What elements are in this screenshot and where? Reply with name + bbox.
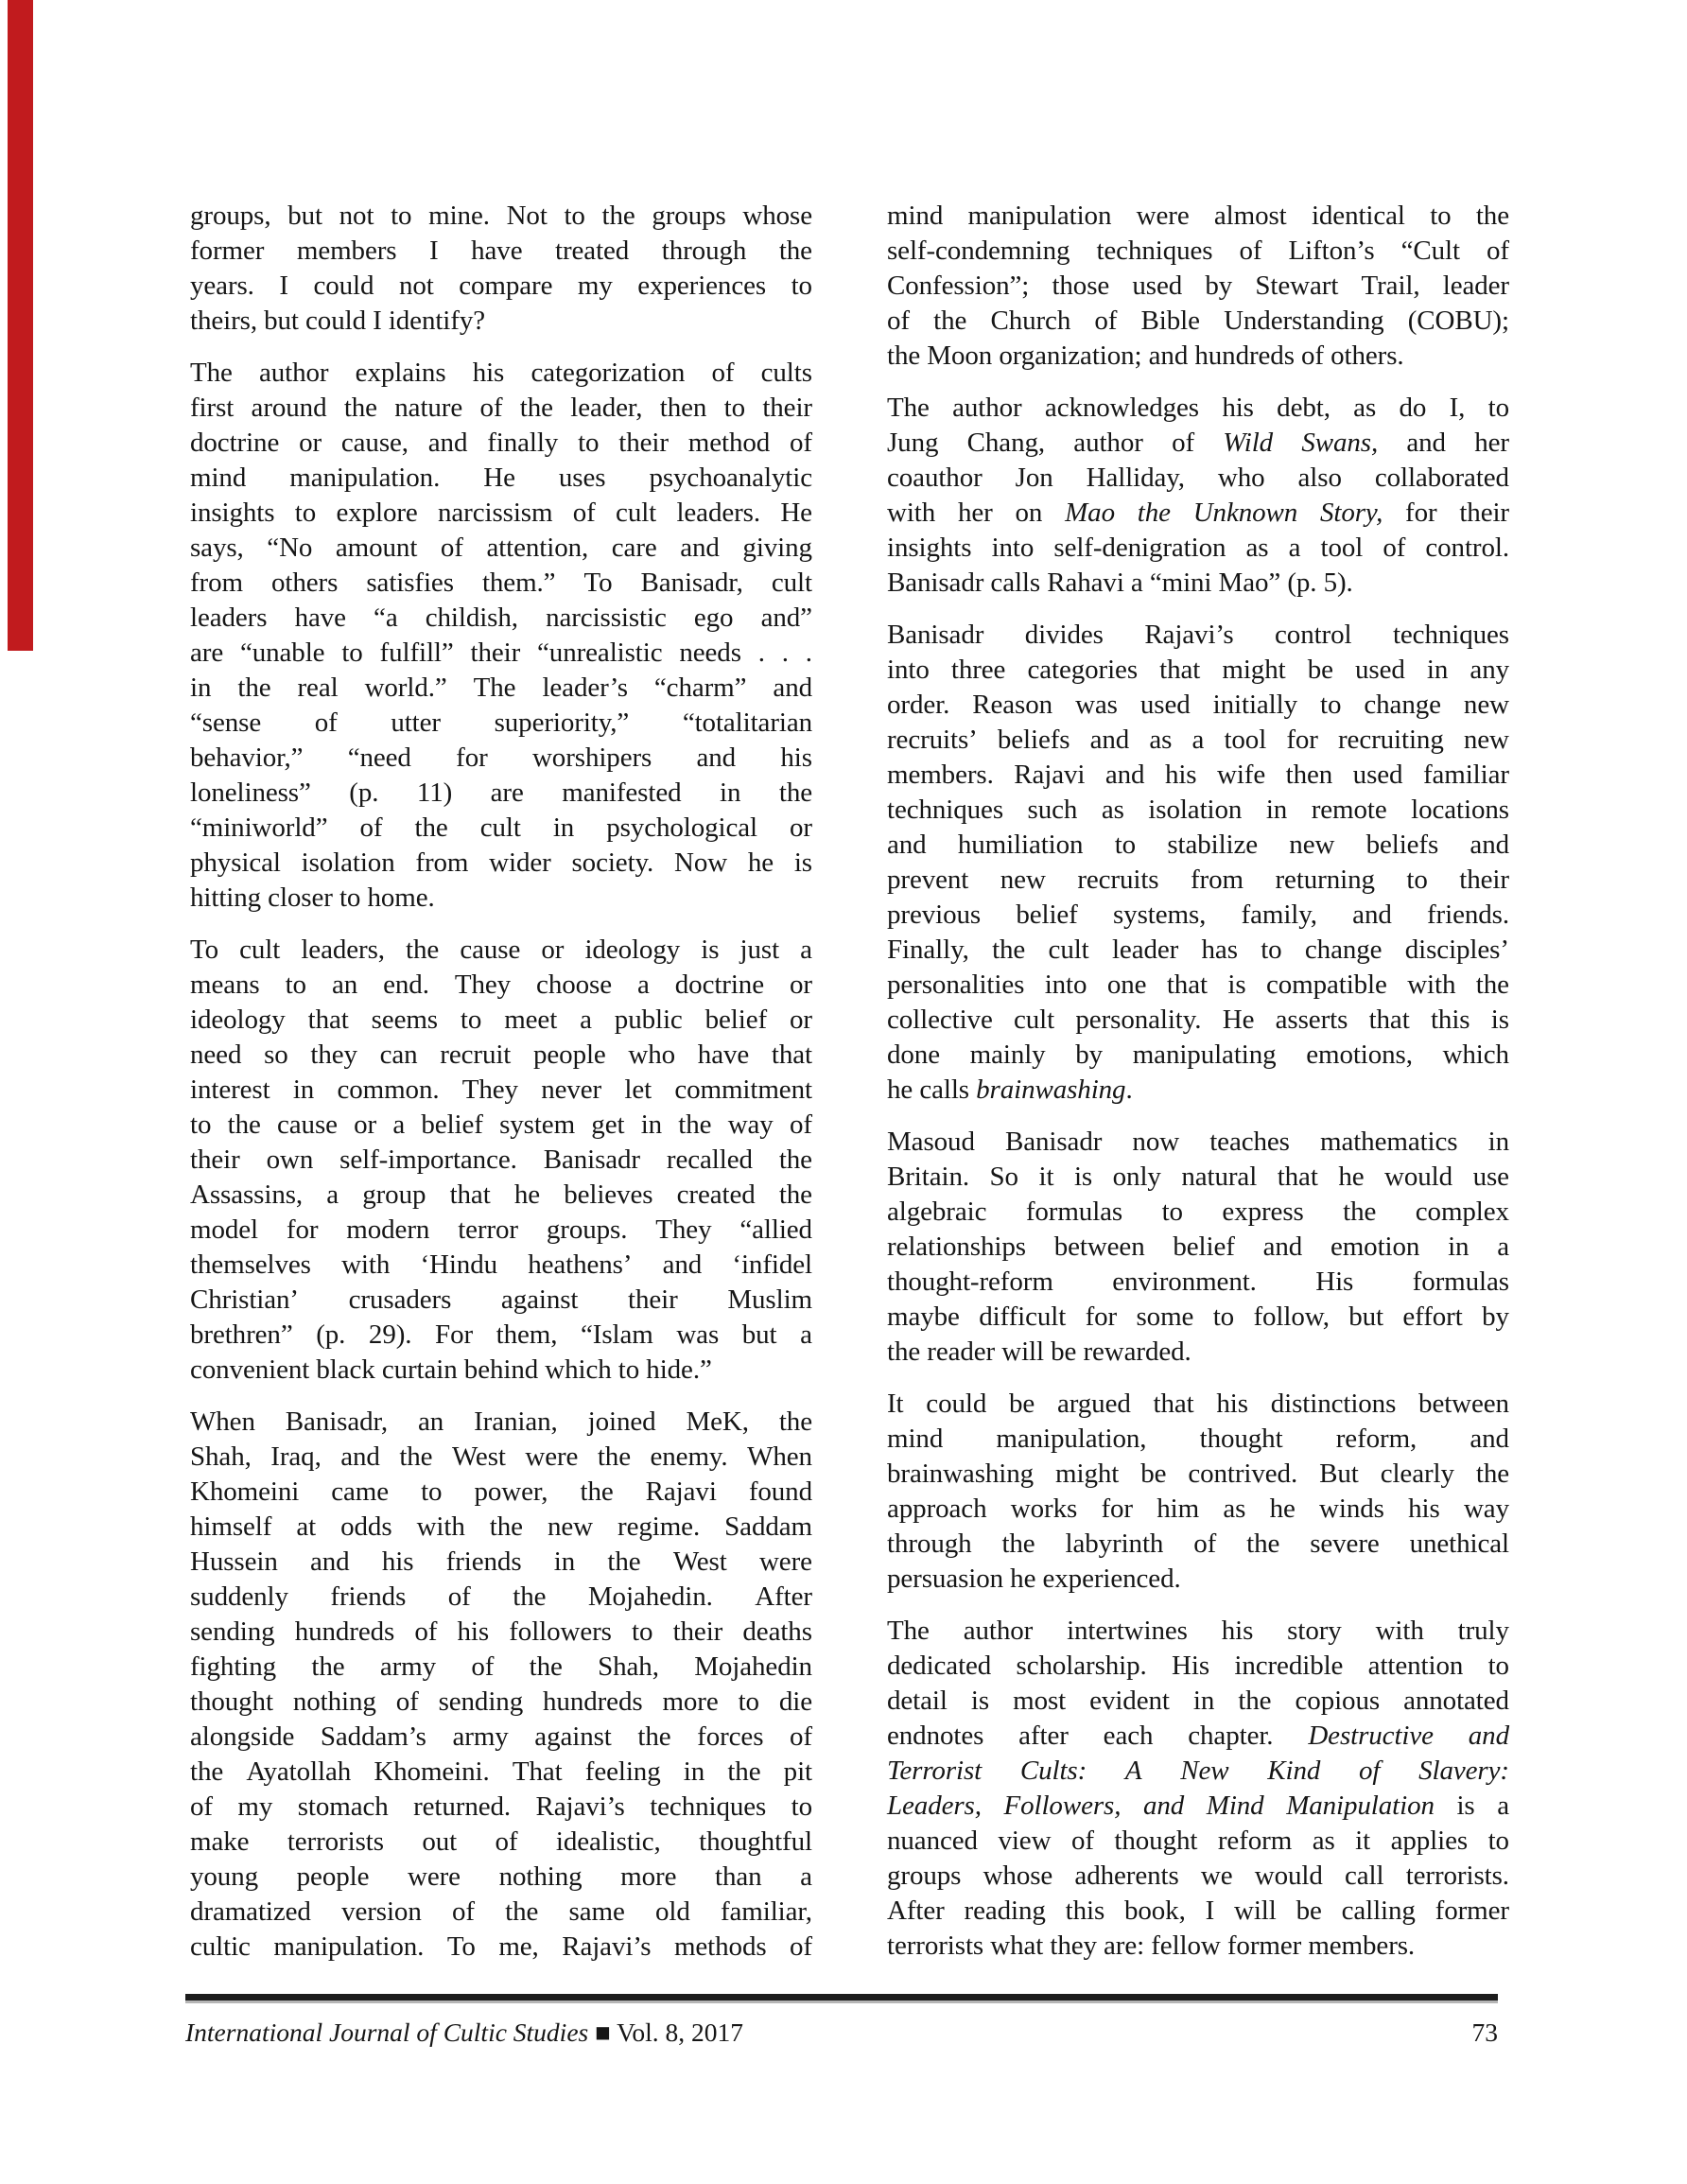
text-line: behavior,” “need for worshipers and his <box>190 743 812 773</box>
text-line: prevent new recruits from returning to their <box>887 865 1509 895</box>
text-line: interest in common. They never let commitment <box>190 1075 812 1105</box>
text-line: maybe difficult for some to follow, but effort by <box>887 1302 1509 1332</box>
text-line: cultic manipulation. To me, Rajavi’s methods of <box>190 1931 812 1962</box>
text-line: Britain. So it is only natural that he would use <box>887 1162 1509 1192</box>
text-line: to the cause or a belief system get in the way of <box>190 1109 812 1140</box>
text-line: approach works for him as he winds his way <box>887 1494 1509 1524</box>
text-line: recruits’ beliefs and as a tool for recruiting new <box>887 725 1509 755</box>
text-line: ideology that seems to meet a public belief or <box>190 1005 812 1035</box>
text-line: previous belief systems, family, and friends. <box>887 900 1509 930</box>
text-line: into three categories that might be used in any <box>887 655 1509 685</box>
text-line: Masoud Banisadr now teaches mathematics in <box>887 1127 1509 1157</box>
text-line: of the Church of Bible Understanding (COBU); <box>887 306 1509 336</box>
text-line: algebraic formulas to express the complex <box>887 1197 1509 1227</box>
text-line: hitting closer to home. <box>190 882 435 913</box>
text-line: brethren” (p. 29). For them, “Islam was but a <box>190 1319 812 1350</box>
paragraph <box>190 356 812 916</box>
text-line: Christian’ crusaders against their Muslim <box>190 1284 812 1315</box>
text-line: groups whose adherents we would call terrorists. <box>887 1861 1509 1891</box>
text-line: endnotes after each chapter. Destructive and <box>887 1721 1509 1751</box>
text-line: Finally, the cult leader has to change disciples’ <box>887 935 1509 965</box>
text-line: mind manipulation were almost identical to the <box>887 201 1509 231</box>
paragraph <box>190 199 812 339</box>
column-right <box>887 199 1509 1981</box>
text-line: insights into self-denigration as a tool of control. <box>887 533 1509 563</box>
text-line: “miniworld” of the cult in psychological or <box>190 812 812 843</box>
text-line: their own self-importance. Banisadr recalled the <box>190 1144 812 1175</box>
text-line: insights to explore narcissism of cult leaders. He <box>190 498 812 528</box>
text-line: Assassins, a group that he believes created the <box>190 1179 812 1210</box>
text-line: theirs, but could I identify? <box>190 306 485 336</box>
text-line: sending hundreds of his followers to their deaths <box>190 1616 812 1647</box>
paragraph <box>887 618 1509 1108</box>
paragraph <box>887 1614 1509 1964</box>
text-line: the reader will be rewarded. <box>887 1337 1191 1367</box>
text-line: himself at odds with the new regime. Saddam <box>190 1511 812 1542</box>
text-line: themselves with ‘Hindu heathens’ and ‘infidel <box>190 1249 812 1280</box>
text-line: Leaders, Followers, and Mind Manipulation is a <box>887 1791 1509 1821</box>
page-number: 73 <box>1471 2018 1498 2047</box>
paragraph <box>887 1387 1509 1597</box>
text-line: make terrorists out of idealistic, thoughtful <box>190 1826 812 1857</box>
red-ribbon <box>8 0 33 651</box>
text-line: and humiliation to stabilize new beliefs and <box>887 830 1509 860</box>
text-line: from others satisfies them.” To Banisadr, cult <box>190 568 812 598</box>
text-line: loneliness” (p. 11) are manifested in the <box>190 778 812 808</box>
text-line: Terrorist Cults: A New Kind of Slavery: <box>887 1756 1509 1786</box>
text-line: mind manipulation. He uses psychoanalytic <box>190 463 812 493</box>
text-line: members. Rajavi and his wife then used familiar <box>887 760 1509 790</box>
text-line: self-condemning techniques of Lifton’s “Cult of <box>887 236 1509 266</box>
text-line: Banisadr calls Rahavi a “mini Mao” (p. 5). <box>887 568 1353 598</box>
text-line: need so they can recruit people who have that <box>190 1040 812 1070</box>
text-line: mind manipulation, thought reform, and <box>887 1424 1509 1454</box>
text-line: dramatized version of the same old familiar, <box>190 1896 812 1927</box>
text-line: order. Reason was used initially to change new <box>887 690 1509 720</box>
text-line: means to an end. They choose a doctrine or <box>190 970 812 1000</box>
paragraph <box>887 199 1509 374</box>
text-line: physical isolation from wider society. Now he is <box>190 847 812 878</box>
text-line: the Ayatollah Khomeini. That feeling in the pit <box>190 1756 812 1787</box>
text-line: Banisadr divides Rajavi’s control techniques <box>887 620 1509 650</box>
text-line: dedicated scholarship. His incredible attention to <box>887 1651 1509 1681</box>
text-line: groups, but not to mine. Not to the groups whose <box>190 201 812 231</box>
text-line: are “unable to fulfill” their “unrealistic needs . . . <box>190 638 812 668</box>
text-line: The author acknowledges his debt, as do I, to <box>887 393 1509 423</box>
text-line: leaders have “a childish, narcissistic ego and” <box>190 603 812 633</box>
text-line: Shah, Iraq, and the West were the enemy. When <box>190 1441 812 1472</box>
text-line: convenient black curtain behind which to hide.” <box>190 1354 712 1385</box>
footer-citation: International Journal of Cultic Studies ■ Vol. 8, 2017 <box>185 2018 744 2047</box>
text-line: techniques such as isolation in remote locations <box>887 795 1509 825</box>
text-line: The author explains his categorization of cults <box>190 358 812 388</box>
text-line: thought-reform environment. His formulas <box>887 1267 1509 1297</box>
text-line: coauthor Jon Halliday, who also collaborated <box>887 463 1509 493</box>
text-line: of my stomach returned. Rajavi’s techniques to <box>190 1791 812 1822</box>
text-line: “sense of utter superiority,” “totalitarian <box>190 708 812 738</box>
text-line: Confession”; those used by Stewart Trail, leader <box>887 271 1509 301</box>
text-line: model for modern terror groups. They “allied <box>190 1214 812 1245</box>
text-line: terrorists what they are: fellow former members. <box>887 1931 1416 1961</box>
text-line: through the labyrinth of the severe unethical <box>887 1529 1509 1559</box>
text-line: After reading this book, I will be calling former <box>887 1896 1509 1926</box>
text-line: detail is most evident in the copious annotated <box>887 1686 1509 1716</box>
text-line: It could be argued that his distinctions between <box>887 1389 1509 1419</box>
paragraph <box>887 1125 1509 1370</box>
text-line: fighting the army of the Shah, Mojahedin <box>190 1651 812 1682</box>
text-line: former members I have treated through the <box>190 236 812 266</box>
text-line: young people were nothing more than a <box>190 1861 812 1892</box>
text-line: relationships between belief and emotion in a <box>887 1232 1509 1262</box>
text-line: nuanced view of thought reform as it applies to <box>887 1826 1509 1856</box>
column-left <box>190 199 812 1982</box>
text-line: the Moon organization; and hundreds of others. <box>887 341 1404 371</box>
paragraph <box>190 1405 812 1965</box>
text-line: first around the nature of the leader, then to their <box>190 393 812 423</box>
text-line: personalities into one that is compatible with the <box>887 970 1509 1000</box>
text-line: brainwashing might be contrived. But clearly the <box>887 1459 1509 1489</box>
text-line: alongside Saddam’s army against the forces of <box>190 1721 812 1752</box>
text-line: he calls brainwashing. <box>887 1075 1133 1105</box>
footer-rule <box>185 1994 1498 2001</box>
paragraph <box>190 933 812 1388</box>
paragraph <box>887 391 1509 601</box>
text-line: done mainly by manipulating emotions, which <box>887 1040 1509 1070</box>
text-line: suddenly friends of the Mojahedin. After <box>190 1581 812 1612</box>
text-line: thought nothing of sending hundreds more to die <box>190 1686 812 1717</box>
text-line: with her on Mao the Unknown Story, for their <box>887 498 1509 528</box>
text-line: To cult leaders, the cause or ideology is just a <box>190 935 812 965</box>
text-line: says, “No amount of attention, care and giving <box>190 533 812 563</box>
text-line: collective cult personality. He asserts that this is <box>887 1005 1509 1035</box>
text-line: When Banisadr, an Iranian, joined MeK, the <box>190 1406 812 1437</box>
text-line: Hussein and his friends in the West were <box>190 1546 812 1577</box>
text-line: persuasion he experienced. <box>887 1564 1181 1594</box>
text-line: in the real world.” The leader’s “charm” and <box>190 673 812 703</box>
page-footer <box>185 2017 1498 2049</box>
text-line: doctrine or cause, and finally to their method of <box>190 428 812 458</box>
text-line: Khomeini came to power, the Rajavi found <box>190 1476 812 1507</box>
text-line: years. I could not compare my experiences to <box>190 271 812 301</box>
text-line: Jung Chang, author of Wild Swans, and her <box>887 428 1509 458</box>
text-line: The author intertwines his story with truly <box>887 1616 1509 1646</box>
